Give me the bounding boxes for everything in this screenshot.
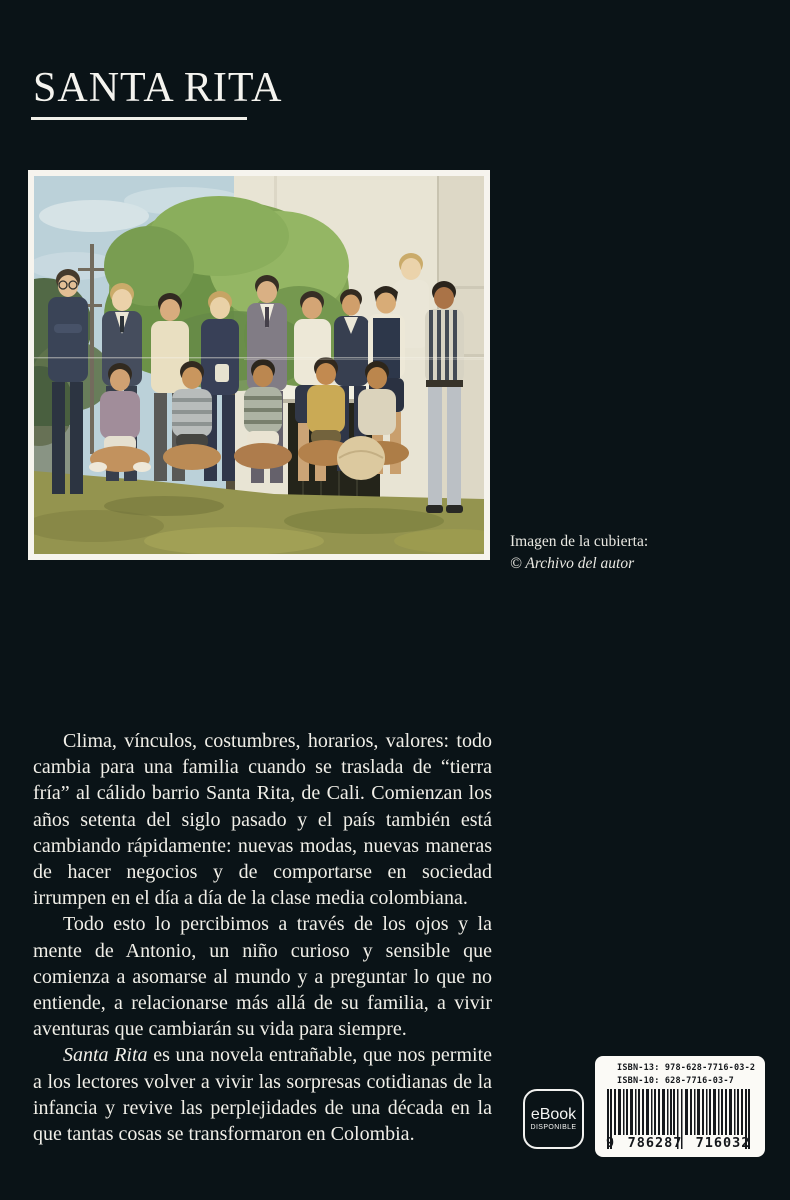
cover-photo-illustration xyxy=(34,176,484,554)
synopsis-paragraph-2: Todo esto lo percibimos a través de los ojos y la mente de Antonio, un niño curioso y sensible que comienza a asomarse al mundo y a preguntar lo que no entiende, a relacionarse más allá de su familia, a vivir aventuras que cambiarán su vida para siempre. xyxy=(33,913,492,1041)
barcode-digit-group1: 786287 xyxy=(627,1135,683,1151)
synopsis-paragraph-3-rest: es una novela entrañable, que nos permite a los lectores volver a vivir las sorpresas cotidianas de la infancia y revive las perplejidades de una década en la que tantas cosas se transformaron en Colombia. xyxy=(33,1044,492,1146)
ebook-badge-title: eBook xyxy=(530,1106,577,1123)
photo-caption xyxy=(510,531,648,575)
ebook-badge xyxy=(523,1089,584,1149)
barcode-digit-group2: 716032 xyxy=(695,1135,751,1151)
synopsis-paragraph-1: Clima, vínculos, costumbres, horarios, valores: todo cambia para una familia cuando se traslada de “tierra fría” al cálido barrio Santa Rita, de Cali. Comienzan los años setenta del siglo pasado y el país también está cambiando rápidamente: nuevas modas, nuevas maneras de hacer negocios y de comportarse en sociedad irrumpen en el día a día de la clase media colombiana. xyxy=(33,730,492,910)
isbn13-label: ISBN-13: 978-628-7716-03-2 xyxy=(617,1063,756,1073)
photo-tint xyxy=(34,176,484,554)
photo-caption-line2: © Archivo del autor xyxy=(510,555,635,572)
book-title-italic: Santa Rita xyxy=(63,1044,148,1067)
ebook-badge-subtitle: DISPONIBLE xyxy=(530,1124,577,1131)
photo-caption-line1: Imagen de la cubierta: xyxy=(510,533,649,550)
isbn-barcode xyxy=(595,1056,765,1157)
barcode-digits xyxy=(595,1135,765,1151)
book-title: SANTA RITA xyxy=(33,65,283,111)
synopsis-text xyxy=(33,728,492,1147)
isbn10-label: ISBN-10: 628-7716-03-7 xyxy=(617,1076,734,1086)
title-underline xyxy=(31,117,247,120)
barcode-digit-lead: 9 xyxy=(606,1135,615,1151)
cover-photo xyxy=(28,170,490,560)
synopsis-paragraph-3 xyxy=(33,1042,492,1147)
